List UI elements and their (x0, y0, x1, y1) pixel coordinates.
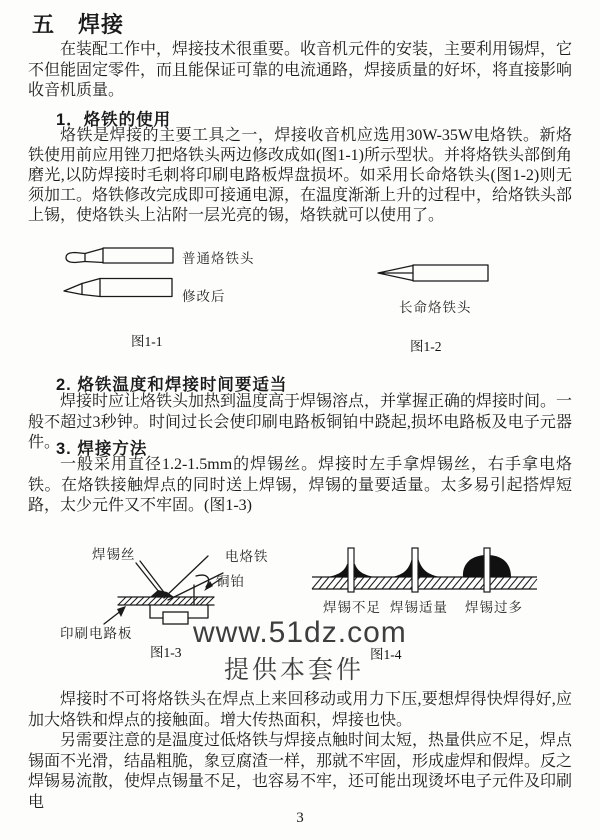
figure-1-2-caption: 图1-2 (410, 339, 442, 354)
paragraph-section-3: 一般采用直径1.2-1.5mm的焊锡丝。焊接时左手拿焊锡丝，右手拿电烙铁。在烙铁接触焊点的同时送上焊锡，焊锡的量要适量。太多易引起搭焊短路，太少元件又不牢固。(图1-3) (28, 456, 572, 514)
figure-1-4-label-excess: 焊锡过多 (465, 600, 523, 615)
ordinary-tip-body (103, 248, 173, 263)
soldering-tip-drawings (30, 243, 570, 355)
figure-1-3-label-pcb: 印刷电路板 (60, 626, 133, 641)
paragraph-section-1: 烙铁是焊接的主要工具之一，焊接收音机应选用30W-35W电烙铁。新烙铁使用前应用锉刀把烙铁头两边修改成如(图1-1)所示型状。并将烙铁头部倒角磨光,以防焊接时毛刺将印刷电路板焊盘损坏。如采用长命烙铁头(图1-2)则无须加工。烙铁修改完成即可接通电源，在温度渐渐上升的过程中，给烙铁头部上锡，使烙铁头上沾附一层光亮的锡，烙铁就可以使用了。 (28, 127, 573, 224)
figure-1-3-label-iron: 电烙铁 (225, 549, 269, 564)
pcb-hatching (118, 597, 214, 605)
longlife-tip-cone (378, 266, 413, 281)
page-number: 3 (296, 810, 304, 826)
longlife-tip-body (413, 265, 488, 281)
component-lead-1 (348, 548, 354, 592)
pcb-board-lines-2 (312, 577, 537, 589)
figure-1-4-label-insufficient: 焊锡不足 (323, 600, 381, 615)
modified-tip-nose (64, 284, 82, 295)
paragraph-intro: 在装配工作中，焊接技术很重要。收音机元件的安装，主要利用锡焊，它不但能固定零件，而且能保证可靠的电流通路，焊接质量的好坏，将直接影响收音机质量。 (28, 41, 573, 99)
modified-tip-body (100, 279, 172, 297)
paragraph-tips-2: 另需要注意的是温度过低烙铁与焊接点触时间太短，热量供应不足，焊点锡面不光滑，结晶粗脆，象豆腐渣一样，那就不牢固，形成虚焊和假焊。反之焊锡易流散，使焊点锡量不足，也容易不牢，还可能出现烫坏电子元件及印刷电 (28, 732, 573, 811)
heading-section-1: 1．烙铁的使用 (56, 111, 172, 129)
ordinary-tip-nose (66, 253, 85, 263)
figure-1-1-label-ordinary-tip: 普通烙铁头 (182, 251, 255, 266)
paragraph-section-2: 焊接时应让烙铁头加热到温度高于焊锡溶点，并掌握正确的焊接时间。一般不超过3秒钟。时间过长会使印刷电路板铜铂中跷起,损坏电路板及电子元器件。 (28, 393, 573, 451)
pcb-hatching-2 (312, 577, 537, 589)
figure-row-soldering-tips (30, 243, 570, 355)
watermark-url: www.51dz.com (193, 616, 407, 649)
figure-1-1-caption: 图1-1 (131, 334, 163, 349)
figure-1-4-caption: 图1-4 (370, 647, 402, 662)
component-lead-2 (412, 548, 418, 592)
figure-1-3-label-solder-wire: 焊锡丝 (92, 547, 136, 562)
component-lead-3 (484, 548, 490, 592)
figure-1-3-label-copper-foil: 铜铂 (216, 574, 245, 589)
page-title: 五 焊接 (32, 12, 125, 37)
figure-1-2-label-longlife-tip: 长命烙铁头 (399, 300, 472, 315)
figure-1-4-label-proper: 焊锡适量 (390, 600, 448, 615)
heading-section-3: 3. 焊接方法 (56, 440, 148, 458)
component-body (163, 612, 188, 624)
heading-section-2: 2. 烙铁温度和焊接时间要适当 (56, 376, 288, 394)
figure-1-3-caption: 图1-3 (150, 645, 182, 660)
figure-1-1-label-modified: 修改后 (182, 289, 226, 304)
paragraph-tips-1: 焊接时不可将烙铁头在焊点上来回移动或用力下压,要想焊得快焊得好,应加大烙铁和焊点的接触面。增大传热面积，焊接也快。 (28, 691, 572, 729)
watermark-caption: 提供本套件 (224, 656, 365, 684)
pcb-arrowhead (117, 606, 126, 617)
